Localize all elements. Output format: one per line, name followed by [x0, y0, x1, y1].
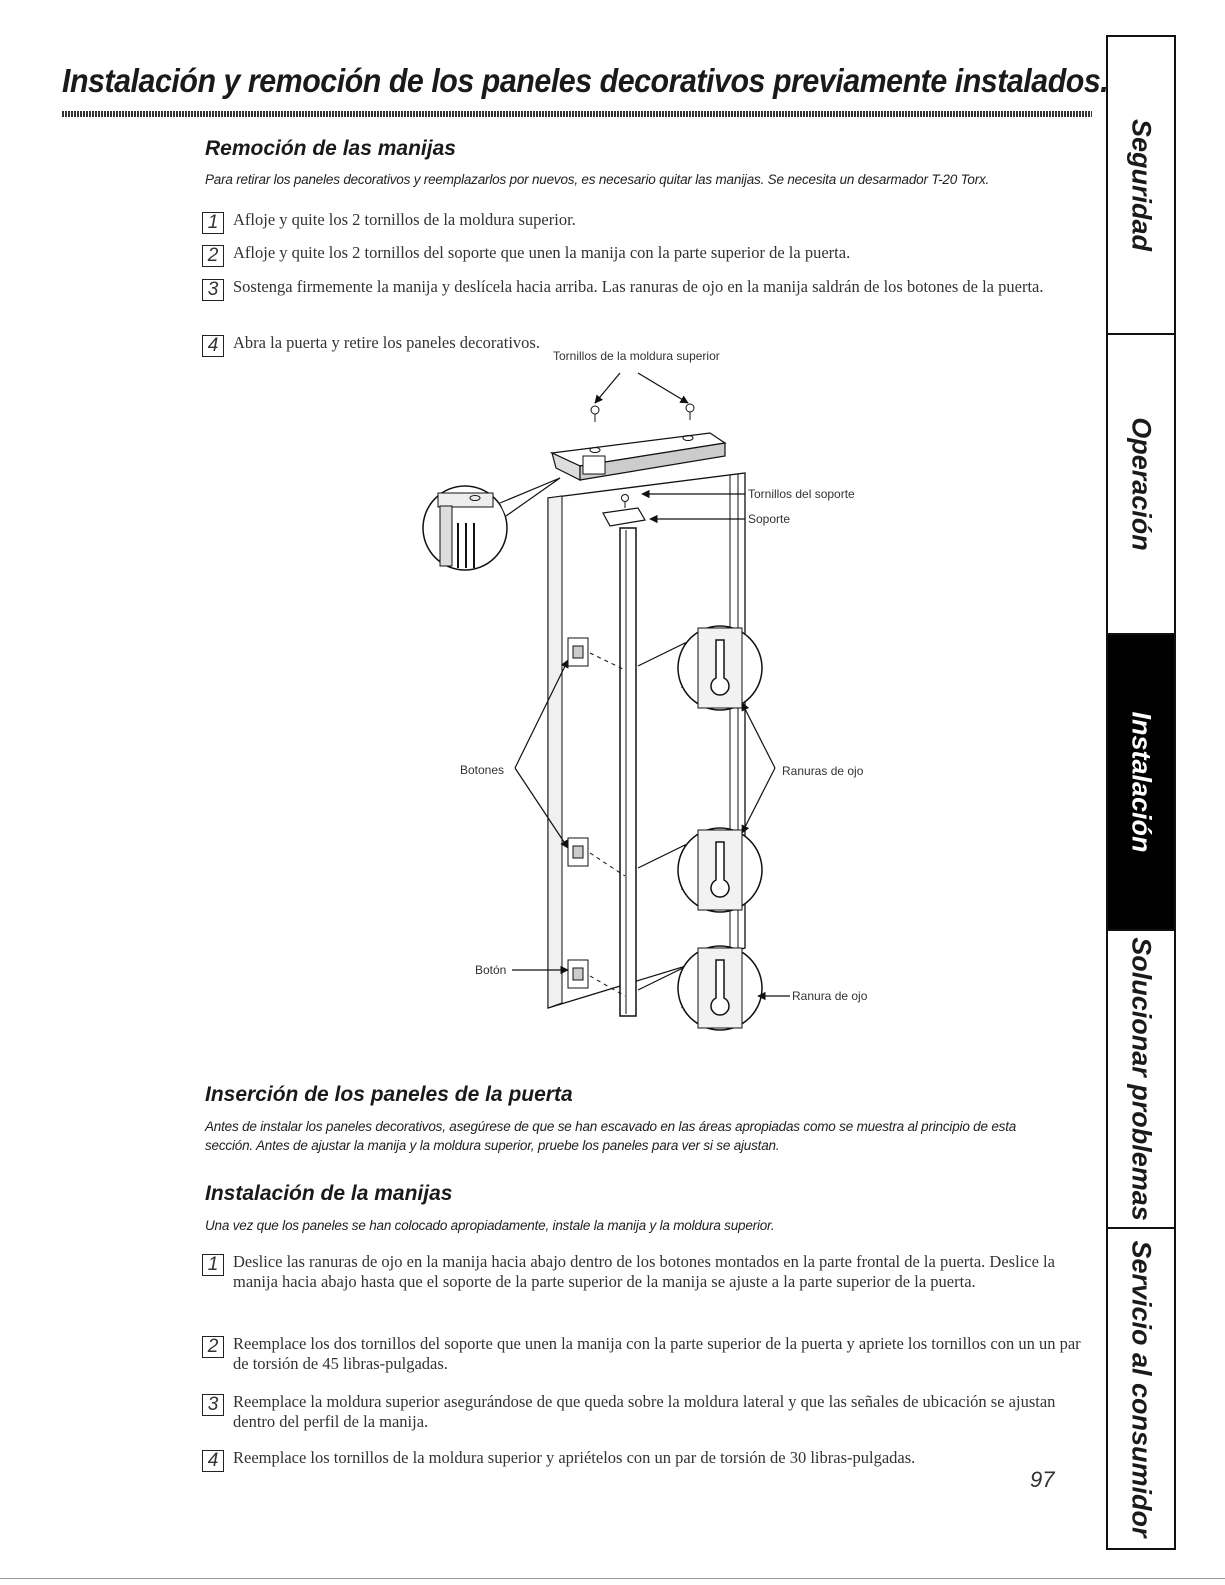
step-number: 3	[202, 1394, 224, 1416]
step-text: Reemplace los tornillos de la moldura superior y apriételos con un par de torsión de 30 libras-pulgadas.	[233, 1448, 916, 1467]
door-button	[568, 638, 588, 666]
install-step-2	[202, 1334, 1082, 1374]
removal-heading: Remoción de las manijas	[205, 137, 456, 160]
removal-step-2	[202, 243, 1082, 266]
label-button: Botón	[475, 963, 507, 977]
tab-operacion[interactable]	[1108, 335, 1174, 635]
section-tabs	[1106, 35, 1176, 1550]
label-bracket-screws: Tornillos del soporte	[748, 487, 855, 501]
step-text: Deslice las ranuras de ojo en la manija hacia abajo dentro de los botones montados en la parte frontal de la puerta. Deslice la manija hacia abajo hasta que el soporte de la parte superior de la manija se ajuste a la parte superior de la puerta.	[233, 1252, 1055, 1291]
label-top-screws: Tornillos de la moldura superior	[553, 349, 720, 363]
top-screws-arrow	[595, 373, 620, 403]
title-rule	[62, 111, 1092, 117]
install-step-4	[202, 1448, 1082, 1471]
tab-label: Operación	[1126, 417, 1157, 551]
label-slot: Ranura de ojo	[792, 989, 868, 1003]
step-number: 2	[202, 245, 224, 267]
label-bracket: Soporte	[748, 512, 791, 526]
step-number: 1	[202, 212, 224, 234]
tab-label: Solucionar problemas	[1126, 937, 1157, 1221]
screw-icon	[591, 406, 599, 422]
install-intro: Una vez que los paneles se han colocado apropiadamente, instale la manija y la moldura superior.	[205, 1218, 775, 1233]
insertion-intro: Antes de instalar los paneles decorativos, asegúrese de que se han escavado en las áreas apropiadas como se muestra al principio de esta sección. Antes de ajustar la manija y la moldura superior, pruebe los paneles para ver si se ajustan.	[205, 1119, 1017, 1153]
tab-instalacion[interactable]	[1108, 635, 1174, 931]
handle-removal-diagram	[420, 348, 900, 1048]
install-step-3	[202, 1392, 1082, 1432]
screw-icon	[686, 404, 694, 420]
step-text: Afloje y quite los 2 tornillos del soporte que unen la manija con la parte superior de la puerta.	[233, 243, 851, 262]
door-button	[568, 960, 588, 988]
step-text: Sostenga firmemente la manija y deslícela hacia arriba. Las ranuras de ojo en la manija saldrán de los botones de la puerta.	[233, 277, 1044, 296]
top-molding	[552, 433, 725, 480]
tab-solucionar-problemas[interactable]	[1108, 931, 1174, 1229]
page-title: Instalación y remoción de los paneles decorativos previamente instalados.	[62, 62, 1109, 99]
page-number: 97	[1030, 1467, 1055, 1492]
top-screws-arrow	[638, 373, 688, 403]
step-text: Abra la puerta y retire los paneles decorativos.	[233, 333, 540, 352]
step-number: 1	[202, 1254, 224, 1276]
step-text: Reemplace los dos tornillos del soporte que unen la manija con la parte superior de la puerta y apriete los tornillos con un un par de torsión de 45 libras-pulgadas.	[233, 1334, 1081, 1373]
corner-detail-magnifier	[423, 478, 560, 570]
removal-step-1	[202, 210, 1082, 233]
step-number: 4	[202, 335, 224, 357]
step-text: Reemplace la moldura superior asegurándose de que queda sobre la moldura lateral y que las señales de ubicación se ajustan dentro del perfil de la manija.	[233, 1392, 1056, 1431]
tab-seguridad[interactable]	[1108, 37, 1174, 335]
label-buttons: Botones	[460, 763, 505, 777]
removal-step-3	[202, 277, 1082, 300]
label-slots: Ranuras de ojo	[782, 764, 864, 778]
step-number: 2	[202, 1336, 224, 1358]
install-heading: Instalación de la manijas	[205, 1182, 453, 1205]
step-number: 3	[202, 279, 224, 301]
step-text: Afloje y quite los 2 tornillos de la moldura superior.	[233, 210, 576, 229]
step-number: 4	[202, 1450, 224, 1472]
bottom-rule	[0, 1578, 1225, 1579]
removal-intro: Para retirar los paneles decorativos y reemplazarlos por nuevos, es necesario quitar las manijas. Se necesita un desarmador T-20 Torx.	[205, 172, 990, 187]
door-button	[568, 838, 588, 866]
door-panel	[548, 473, 745, 1008]
install-step-1	[202, 1252, 1082, 1292]
tab-servicio-al-consumidor[interactable]	[1108, 1229, 1174, 1548]
tab-label: Instalación	[1126, 711, 1157, 853]
tab-label: Seguridad	[1126, 118, 1157, 252]
insertion-heading: Inserción de los paneles de la puerta	[205, 1083, 573, 1106]
tab-label: Servicio al consumidor	[1126, 1239, 1157, 1538]
